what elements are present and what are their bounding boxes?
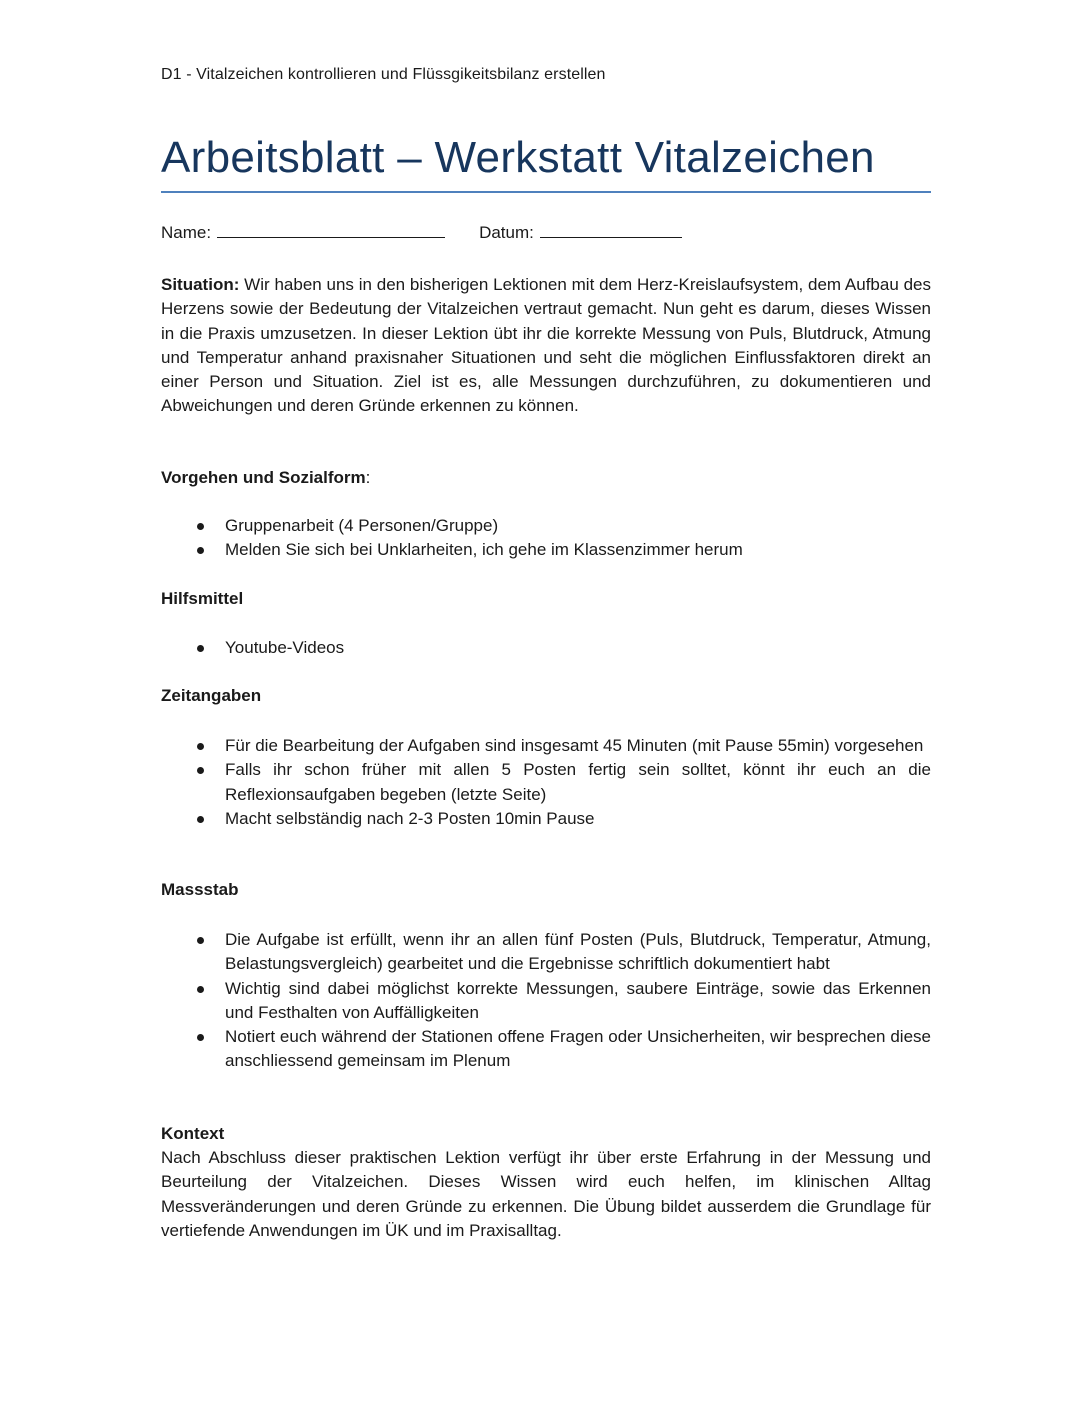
list-item-text: Falls ihr schon früher mit allen 5 Posten fertig sein solltet, könnt ihr euch an die Reflexionsaufgaben begeben (letzte Seite) — [225, 760, 931, 804]
name-blank-line — [217, 223, 445, 238]
list-item — [161, 1025, 931, 1074]
situation-paragraph — [161, 273, 931, 419]
list-item-text: Youtube-Videos — [225, 638, 345, 657]
title-underline — [161, 191, 931, 193]
hilfsmittel-list — [161, 636, 931, 660]
name-date-row — [161, 223, 682, 243]
bullet-icon — [197, 937, 204, 944]
list-item — [161, 977, 931, 1026]
massstab-list — [161, 928, 931, 1074]
list-item-text: Macht selbständig nach 2-3 Posten 10min Pause — [225, 808, 595, 828]
page-title: Arbeitsblatt – Werkstatt Vitalzeichen — [161, 133, 875, 182]
list-item-text: Die Aufgabe ist erfüllt, wenn ihr an allen fünf Posten (Puls, Blutdruck, Temperatur, Atmung, Belastungsvergleich) gearbeitet und die Ergebnisse schriftlich dokumentiert habt — [225, 930, 931, 974]
list-item — [161, 928, 931, 977]
date-blank-line — [540, 223, 682, 238]
list-item — [161, 636, 931, 660]
bullet-icon — [197, 645, 204, 652]
list-item — [161, 514, 931, 538]
bullet-icon — [197, 986, 204, 993]
name-label: Name: — [161, 223, 212, 242]
list-item-text: Melden Sie sich bei Unklarheiten, ich gehe im Klassenzimmer herum — [225, 540, 743, 560]
kontext-paragraph: Nach Abschluss dieser praktischen Lektion verfügt ihr über erste Erfahrung in der Messung und Beurteilung der Vitalzeichen. Dieses Wissen wird euch helfen, im klinischen Alltag Messveränderungen und deren Gründe zu erkennen. Die Übung bildet ausserdem die Grundlage für vertiefende Anwendungen im ÜK und im Praxisalltag. — [161, 1148, 931, 1240]
list-item — [161, 538, 931, 562]
list-item — [161, 758, 931, 807]
vorgehen-heading — [161, 466, 370, 490]
massstab-heading: Massstab — [161, 880, 239, 899]
vorgehen-heading-suffix: : — [365, 468, 371, 487]
situation-label: Situation: — [161, 275, 240, 294]
list-item — [161, 807, 931, 831]
situation-text: Wir haben uns in den bisherigen Lektionen mit dem Herz-Kreislaufsystem, dem Aufbau des Herzens sowie der Bedeutung der Vitalzeichen vertraut gemacht. Nun geht es darum, dieses Wissen in die Praxis umzusetzen. In dieser Lektion übt ihr die korrekte Messung von Puls, Blutdruck, Atmung und Temperatur anhand praxisnaher Situationen und seht die möglichen Einflussfaktoren direkt an einer Person und Situation. Ziel ist es, alle Messungen durchzuführen, zu dokumentieren und Abweichungen und deren Gründe erkennen zu können. — [161, 275, 931, 416]
kontext-heading: Kontext — [161, 1124, 225, 1143]
bullet-icon — [197, 816, 204, 823]
date-label: Datum: — [479, 223, 534, 242]
bullet-icon — [197, 767, 204, 774]
course-header: D1 - Vitalzeichen kontrollieren und Flüssgikeitsbilanz erstellen — [161, 66, 606, 83]
vorgehen-heading-text: Vorgehen und Sozialform — [161, 468, 366, 487]
zeitangaben-list — [161, 734, 931, 831]
list-item-text: Notiert euch während der Stationen offene Fragen oder Unsicherheiten, wir besprechen diese anschliessend gemeinsam im Plenum — [225, 1027, 931, 1071]
bullet-icon — [197, 1034, 204, 1041]
vorgehen-list — [161, 514, 931, 563]
list-item-text: Gruppenarbeit (4 Personen/Gruppe) — [225, 516, 499, 535]
hilfsmittel-heading: Hilfsmittel — [161, 589, 244, 608]
bullet-icon — [197, 743, 204, 750]
zeitangaben-heading: Zeitangaben — [161, 686, 262, 705]
list-item-text: Für die Bearbeitung der Aufgaben sind insgesamt 45 Minuten (mit Pause 55min) vorgesehen — [225, 736, 924, 755]
bullet-icon — [197, 523, 204, 530]
list-item — [161, 734, 931, 758]
bullet-icon — [197, 547, 204, 554]
list-item-text: Wichtig sind dabei möglichst korrekte Messungen, saubere Einträge, sowie das Erkennen und Festhalten von Auffälligkeiten — [225, 978, 931, 1022]
